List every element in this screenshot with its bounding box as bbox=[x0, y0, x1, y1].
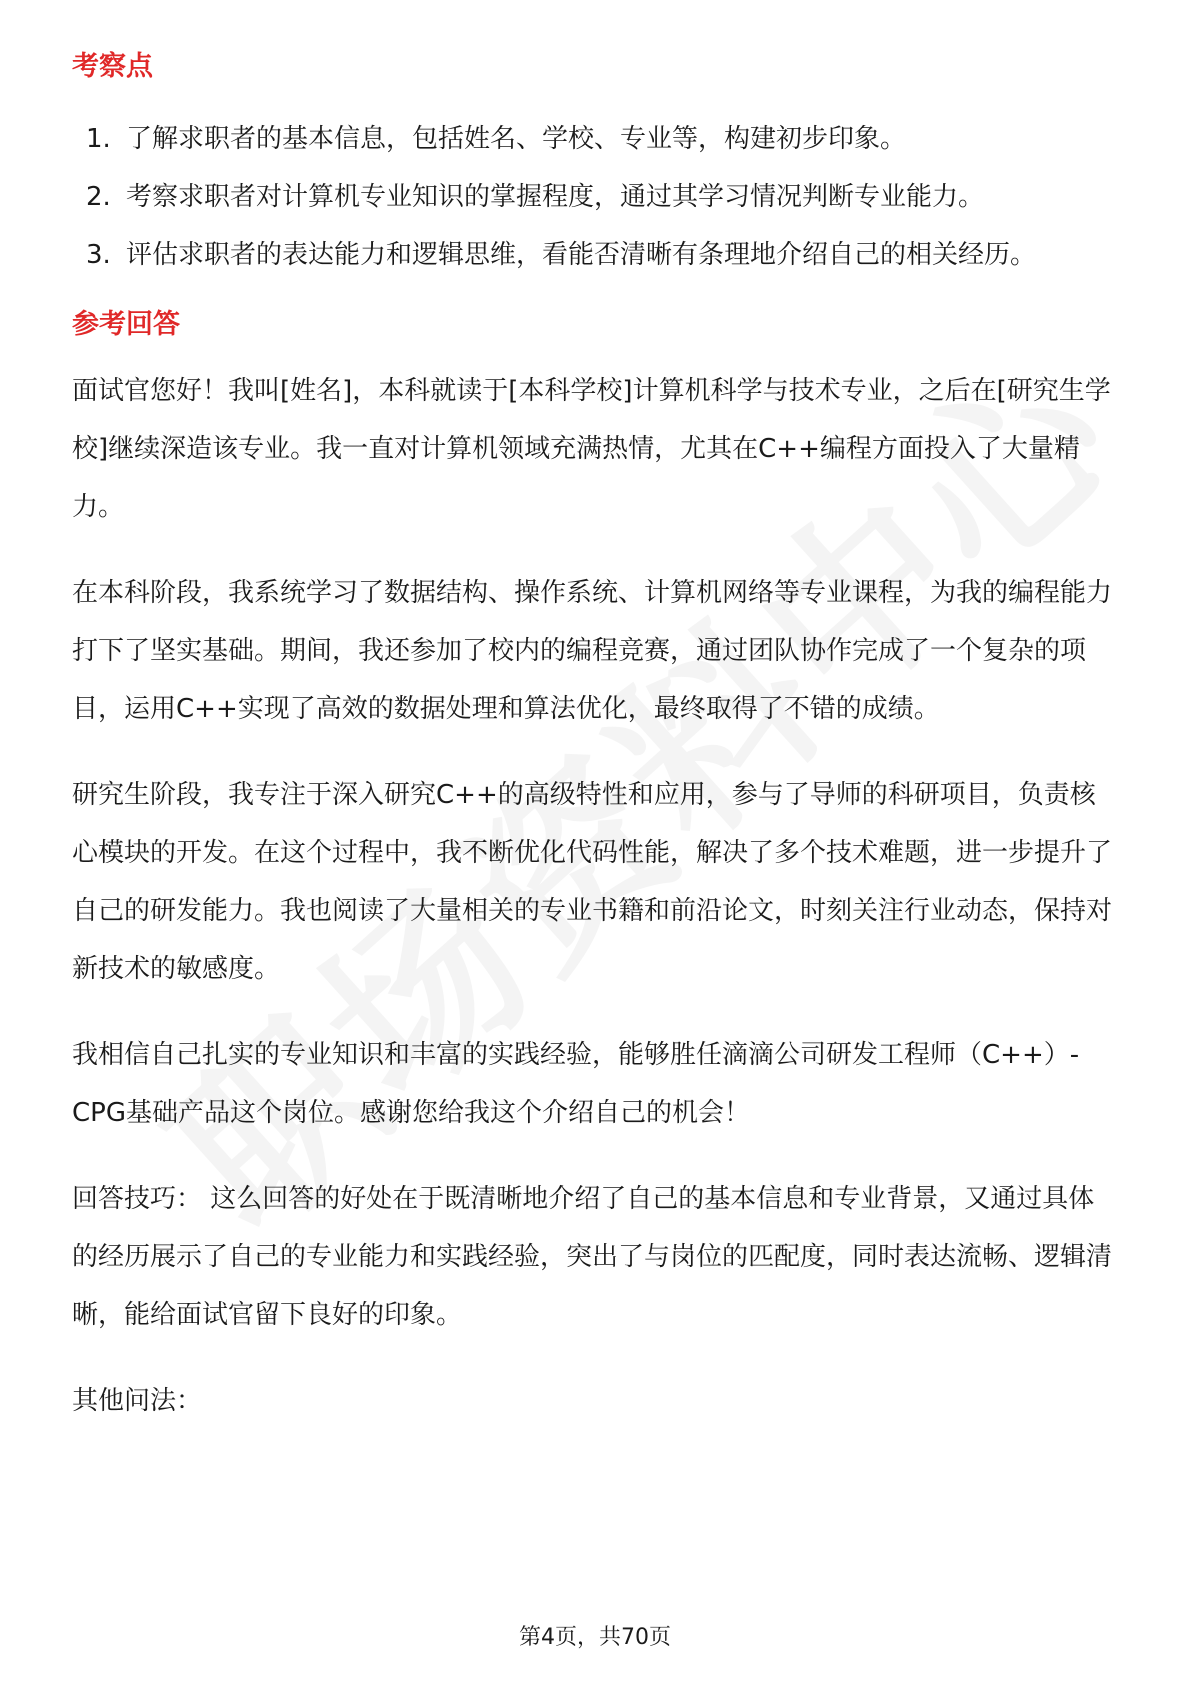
section-title-key-points: 考察点 bbox=[72, 51, 153, 82]
answer-paragraph: 我相信自己扎实的专业知识和丰富的实践经验，能够胜任滴滴公司研发工程师（C++）-CPG基础产品这个岗位。感谢您给我这个介绍自己的机会！ bbox=[72, 1040, 1080, 1128]
list-item: 1. 了解求职者的基本信息，包括姓名、学校、专业等，构建初步印象。 bbox=[86, 124, 907, 154]
other-questions-label: 其他问法： bbox=[72, 1386, 203, 1416]
page-number: 第4页，共70页 bbox=[519, 1625, 671, 1650]
answer-paragraph: 在本科阶段，我系统学习了数据结构、操作系统、计算机网络等专业课程，为我的编程能力打下了坚实基础。期间，我还参加了校内的编程竞赛，通过团队协作完成了一个复杂的项目，运用C++实现了高效的数据处理和算法优化，最终取得了不错的成绩。 bbox=[72, 578, 1113, 724]
answer-tips-paragraph: 回答技巧： 这么回答的好处在于既清晰地介绍了自己的基本信息和专业背景，又通过具体的经历展示了自己的专业能力和实践经验，突出了与岗位的匹配度，同时表达流畅、逻辑清晰，能给面试官留下良好的印象。 bbox=[72, 1184, 1113, 1330]
key-points-list bbox=[72, 110, 1118, 284]
list-item: 3. 评估求职者的表达能力和逻辑思维，看能否清晰有条理地介绍自己的相关经历。 bbox=[86, 240, 1037, 270]
list-item: 2. 考察求职者对计算机专业知识的掌握程度，通过其学习情况判断专业能力。 bbox=[86, 182, 985, 212]
page-content bbox=[72, 48, 1118, 1430]
section-title-reference-answer: 参考回答 bbox=[72, 309, 180, 340]
answer-paragraph: 面试官您好！我叫[姓名]，本科就读于[本科学校]计算机科学与技术专业，之后在[研究生学校]继续深造该专业。我一直对计算机领域充满热情，尤其在C++编程方面投入了大量精力。 bbox=[72, 376, 1111, 522]
answer-paragraph: 研究生阶段，我专注于深入研究C++的高级特性和应用，参与了导师的科研项目，负责核心模块的开发。在这个过程中，我不断优化代码性能，解决了多个技术难题，进一步提升了自己的研发能力。我也阅读了大量相关的专业书籍和前沿论文，时刻关注行业动态，保持对新技术的敏感度。 bbox=[72, 780, 1113, 984]
